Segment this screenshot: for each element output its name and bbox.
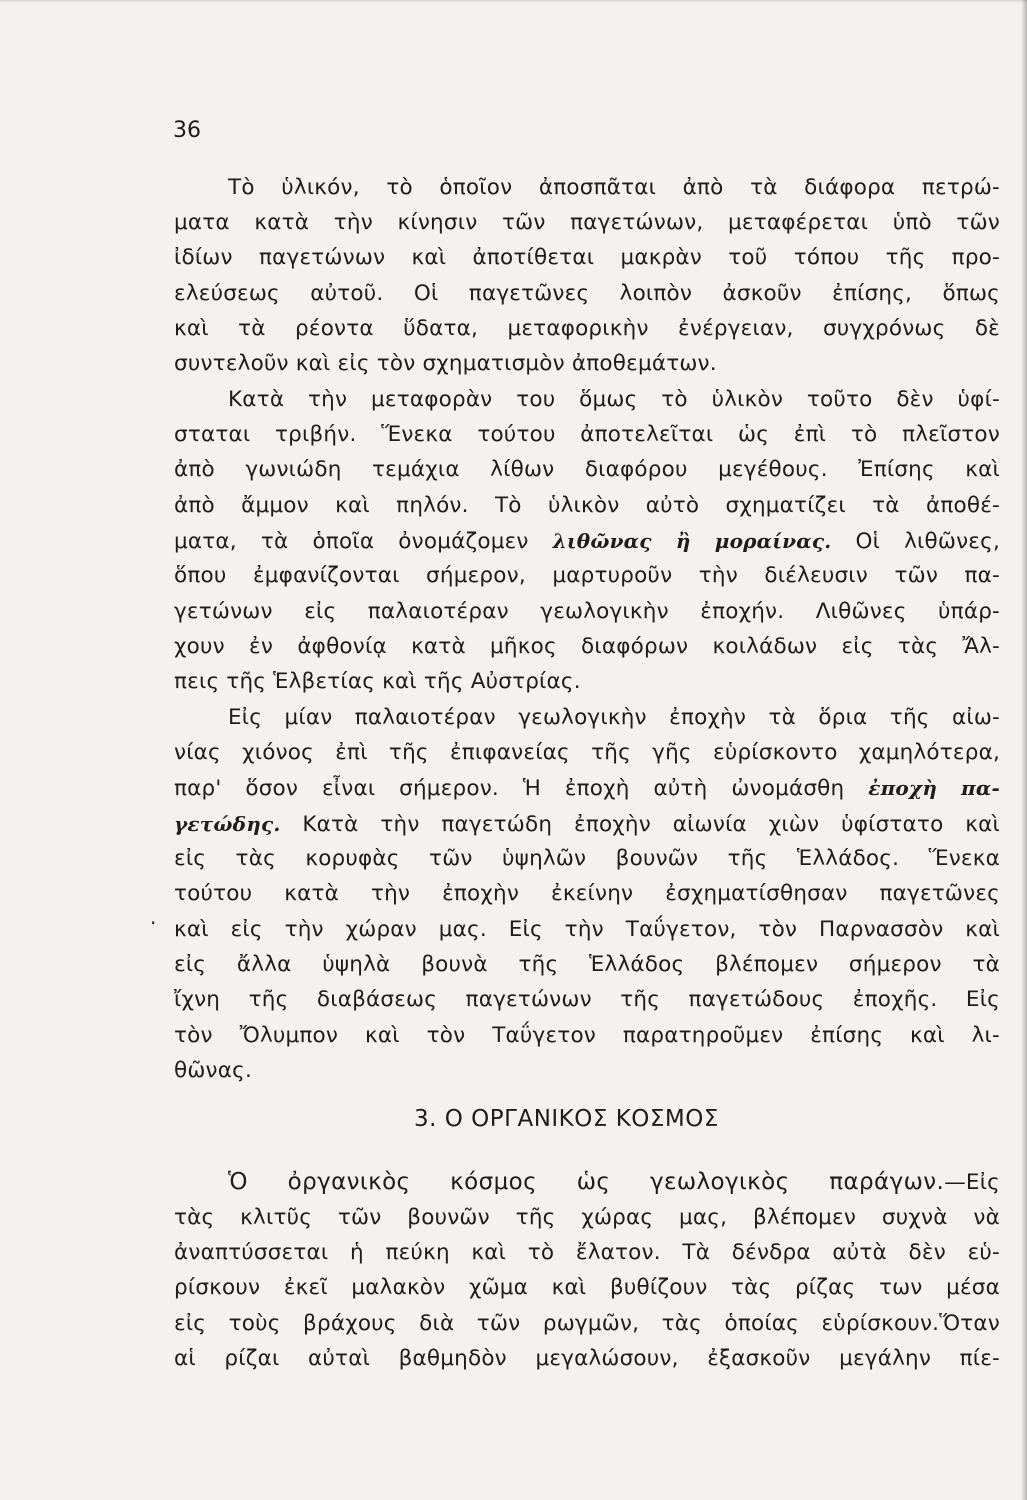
- text-line: πεις τῆς Ἑλβετίας καὶ τῆς Αὐστρίας.: [174, 669, 581, 694]
- emphasized-term: ἐποχὴ πα-: [868, 776, 1000, 800]
- text-line: τούτου κατὰ τὴν ἐποχὴν ἐκείνην ἐσχηματίσθησαν παγετῶνες: [174, 881, 1000, 906]
- text-line: ελεύσεως αὐτοῦ. Οἱ παγετῶνες λοιπὸν ἀσκοῦν ἐπίσης, ὅπως: [174, 281, 1000, 306]
- text-line: [174, 773, 1000, 804]
- text-line: ἰδίων παγετώνων καὶ ἀποτίθεται μακρὰν τοῦ τόπου τῆς προ-: [174, 245, 1000, 270]
- text-line: [174, 809, 1000, 840]
- page-top-edge: [0, 0, 1027, 3]
- text-line: θῶνας.: [174, 1058, 252, 1083]
- text-line: [228, 1167, 1000, 1198]
- text-line: ὅπου ἐμφανίζονται σήμερον, μαρτυροῦν τὴν διέλευσιν τῶν πα-: [174, 563, 1000, 588]
- subsection-title: Ὁ ὀργανικὸς κόσμος ὡς γεωλογικὸς παράγων.: [228, 1169, 945, 1195]
- text-span: Οἱ λιθῶνες,: [855, 529, 1000, 554]
- text-line: νίας χιόνος ἐπὶ τῆς ἐπιφανείας τῆς γῆς εὑρίσκοντο χαμηλότερα,: [174, 740, 1000, 765]
- text-line: καὶ τὰ ρέοντα ὕδατα, μεταφορικὴν ἐνέργειαν, συγχρόνως δὲ: [174, 316, 1000, 341]
- text-line: Εἰς μίαν παλαιοτέραν γεωλογικὴν ἐποχὴν τὰ ὅρια τῆς αἰω-: [228, 705, 1000, 730]
- text-line: εἰς τοὺς βράχους διὰ τῶν ρωγμῶν, τὰς ὁποίας εὑρίσκουν.Ὅταν: [174, 1311, 1000, 1336]
- text-line: Κατὰ τὴν μεταφορὰν του ὅμως τὸ ὑλικὸν τοῦτο δὲν ὑφί-: [228, 387, 1000, 412]
- text-span: παρ' ὅσον εἶναι σήμερον. Ἡ ἐποχὴ αὐτὴ ὠνομάσθη: [174, 776, 845, 801]
- text-line: ρίσκουν ἐκεῖ μαλακὸν χῶμα καὶ βυθίζουν τὰς ρίζας των μέσα: [174, 1275, 1000, 1300]
- text-span: Κατὰ τὴν παγετώδη ἐποχὴν αἰωνία χιὼν ὑφίστατο καὶ: [302, 812, 1000, 837]
- emphasized-term: γετώδης.: [174, 812, 281, 836]
- margin-mark: ·: [150, 911, 157, 935]
- text-line: ἀπὸ ἄμμον καὶ πηλόν. Τὸ ὑλικὸν αὐτὸ σχηματίζει τὰ ἀποθέ-: [174, 493, 1000, 518]
- text-line: ματα κατὰ τὴν κίνησιν τῶν παγετώνων, μεταφέρεται ὑπὸ τῶν: [174, 210, 1000, 235]
- text-line: γετώνων εἰς παλαιοτέραν γεωλογικὴν ἐποχήν. Λιθῶνες ὑπάρ-: [174, 599, 1000, 624]
- emphasized-term: λιθῶνας ἢ μοραίνας.: [552, 529, 832, 553]
- text-line: τὰς κλιτῦς τῶν βουνῶν τῆς χώρας μας, βλέπομεν συχνὰ νὰ: [174, 1205, 1000, 1230]
- section-heading: 3. Ο ΟΡΓΑΝΙΚΟΣ ΚΟΣΜΟΣ: [414, 1106, 719, 1132]
- text-line: εἰς τὰς κορυφὰς τῶν ὑψηλῶν βουνῶν τῆς Ἑλλάδος. Ἕνεκα: [174, 846, 1000, 871]
- text-line: εἰς ἄλλα ὑψηλὰ βουνὰ τῆς Ἑλλάδος βλέπομεν σήμερον τὰ: [174, 952, 1000, 977]
- text-line: ἀναπτύσσεται ἡ πεύκη καὶ τὸ ἔλατον. Τὰ δένδρα αὐτὰ δὲν εὑ-: [174, 1240, 1000, 1265]
- text-line: χουν ἐν ἀφθονίᾳ κατὰ μῆκος διαφόρων κοιλάδων εἰς τὰς Ἄλ-: [174, 634, 1000, 659]
- text-line: σταται τριβήν. Ἕνεκα τούτου ἀποτελεῖται ὡς ἐπὶ τὸ πλεῖστον: [174, 422, 1000, 447]
- text-line: ἀπὸ γωνιώδη τεμάχια λίθων διαφόρου μεγέθους. Ἐπίσης καὶ: [174, 457, 1000, 482]
- page-number: 36: [173, 118, 201, 143]
- text-line: αἱ ρίζαι αὐταὶ βαθμηδὸν μεγαλώσουν, ἐξασκοῦν μεγάλην πίε-: [174, 1346, 1000, 1371]
- text-span: ματα, τὰ ὁποῖα ὀνομάζομεν: [174, 529, 529, 554]
- text-line: συντελοῦν καὶ εἰς τὸν σχηματισμὸν ἀποθεμάτων.: [174, 351, 717, 376]
- text-line: Τὸ ὑλικόν, τὸ ὁποῖον ἀποσπᾶται ἀπὸ τὰ διάφορα πετρώ-: [228, 175, 1000, 200]
- text-line: [174, 526, 1000, 557]
- text-span: —Εἰς: [944, 1170, 1000, 1195]
- text-line: καὶ εἰς τὴν χώραν μας. Εἰς τὴν Ταΰγετον, τὸν Παρνασσὸν καὶ: [174, 917, 1000, 942]
- page-right-edge: [1021, 0, 1027, 1500]
- text-line: τὸν Ὄλυμπον καὶ τὸν Ταΰγετον παρατηροῦμεν ἐπίσης καὶ λι-: [174, 1023, 1000, 1048]
- text-line: ἴχνη τῆς διαβάσεως παγετώνων τῆς παγετώδους ἐποχῆς. Εἰς: [174, 987, 1000, 1012]
